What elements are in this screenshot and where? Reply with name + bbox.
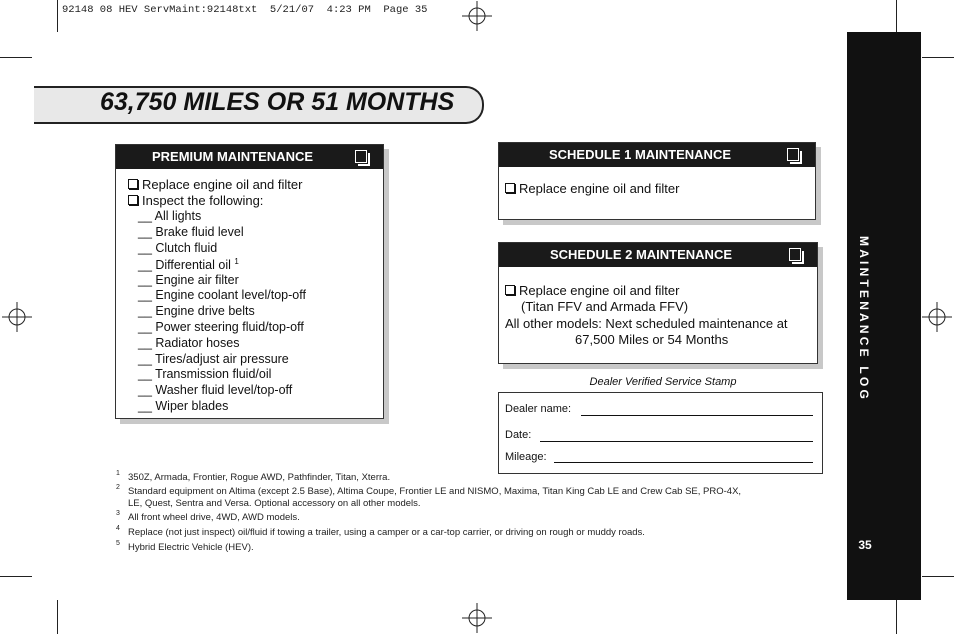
checklist-item[interactable]	[128, 177, 302, 192]
footnote	[116, 510, 120, 522]
footnote-number: 2	[116, 484, 120, 491]
next-maintenance: 67,500 Miles or 54 Months	[575, 332, 729, 347]
checkbox-icon	[355, 150, 367, 163]
footnote-text: Replace (not just inspect) oil/fluid if towing a trailer, using a camper or a car-top carrier, or driving on rough or muddy roads.	[128, 527, 645, 538]
inspect-item: __ Transmission fluid/oil	[138, 367, 272, 381]
schedule-2-box	[498, 242, 818, 364]
other-models-note: All other models: Next scheduled maintenance at	[505, 316, 788, 331]
inspect-item: __ Radiator hoses	[138, 336, 240, 350]
checkbox-icon	[787, 148, 799, 161]
inspect-item: __ Brake fluid level	[138, 225, 244, 239]
schedule-1-box	[498, 142, 816, 220]
registration-mark-icon	[2, 302, 32, 332]
footnote-number: 1	[116, 470, 120, 477]
crop-mark	[896, 600, 897, 634]
dealer-name-label: Dealer name:	[505, 403, 572, 415]
crop-mark	[0, 576, 32, 577]
crop-mark	[896, 0, 897, 32]
print-slug: 92148 08 HEV ServMaint:92148txt 5/21/07 4:23 PM Page 35	[62, 4, 428, 16]
premium-maintenance-header	[116, 145, 383, 169]
item-label: Inspect the following:	[142, 193, 264, 208]
schedule-2-header	[499, 243, 817, 267]
checklist-item[interactable]	[505, 283, 679, 298]
footnote-number: 5	[116, 540, 120, 547]
checklist-item[interactable]	[505, 181, 679, 196]
footnote-text: Hybrid Electric Vehicle (HEV).	[128, 542, 254, 553]
checkbox-icon	[505, 183, 515, 193]
mileage-label: Mileage:	[505, 451, 547, 463]
inspect-item: __ Tires/adjust air pressure	[138, 352, 289, 366]
dealer-name-line[interactable]	[581, 415, 813, 416]
footnote-number: 3	[116, 510, 120, 517]
registration-mark-icon	[462, 1, 492, 31]
item-label: Replace engine oil and filter	[142, 177, 303, 192]
inspect-item: __ Engine air filter	[138, 273, 239, 287]
premium-maintenance-title: PREMIUM MAINTENANCE	[151, 149, 314, 164]
checkbox-icon	[789, 248, 801, 261]
mileage-line[interactable]	[554, 462, 813, 463]
checkbox-icon	[128, 179, 138, 189]
footnote	[116, 470, 120, 482]
date-line[interactable]	[540, 441, 813, 442]
checkbox-icon	[505, 285, 515, 295]
page-title: 63,750 MILES OR 51 MONTHS	[100, 88, 455, 116]
inspect-item-label: __ Differential oil	[138, 258, 231, 273]
dealer-stamp-box	[498, 392, 823, 474]
item-note: (Titan FFV and Armada FFV)	[521, 299, 689, 314]
checkbox-icon	[128, 195, 138, 205]
inspect-item: __ Wiper blades	[138, 399, 229, 413]
inspect-item: __ Engine coolant level/top-off	[138, 288, 306, 302]
item-label: Replace engine oil and filter	[519, 181, 680, 196]
footnote-text: Standard equipment on Altima (except 2.5 Base), Altima Coupe, Frontier LE and NISMO, Maxima, Titan King Cab LE and Crew Cab SE, PRO-4X,	[128, 486, 742, 497]
footnote-text: 350Z, Armada, Frontier, Rogue AWD, Pathfinder, Titan, Xterra.	[128, 472, 391, 483]
inspect-item: __ Washer fluid level/top-off	[138, 383, 293, 397]
footnote-number: 4	[116, 525, 120, 532]
date-label: Date:	[505, 429, 532, 441]
schedule-2-title: SCHEDULE 2 MAINTENANCE	[549, 247, 732, 262]
inspect-item: __ Engine drive belts	[138, 304, 255, 318]
inspect-item: __ Power steering fluid/top-off	[138, 320, 304, 334]
premium-maintenance-box	[115, 144, 384, 419]
inspect-item: __ Clutch fluid	[138, 241, 218, 255]
page-number: 35	[858, 538, 872, 552]
inspect-item	[138, 257, 239, 272]
item-label: Replace engine oil and filter	[519, 283, 680, 298]
crop-mark	[0, 57, 32, 58]
registration-mark-icon	[462, 603, 492, 633]
footnote-text: LE, Quest, Sentra and Versa. Optional accessory on all other models.	[128, 498, 421, 509]
footnote	[116, 484, 120, 496]
sidebar-label: MAINTENANCE LOG	[857, 236, 871, 402]
checklist-item[interactable]	[128, 193, 263, 208]
schedule-1-header	[499, 143, 815, 167]
crop-mark	[57, 0, 58, 32]
footnote	[116, 540, 120, 552]
stamp-caption: Dealer Verified Service Stamp	[589, 376, 737, 388]
schedule-1-title: SCHEDULE 1 MAINTENANCE	[548, 147, 731, 162]
registration-mark-icon	[922, 302, 952, 332]
footnote-text: All front wheel drive, 4WD, AWD models.	[128, 512, 300, 523]
footnote-ref: 1	[234, 257, 239, 266]
footnote	[116, 525, 120, 537]
crop-mark	[922, 576, 954, 577]
inspect-item: __ All lights	[138, 209, 202, 223]
crop-mark	[57, 600, 58, 634]
crop-mark	[922, 57, 954, 58]
